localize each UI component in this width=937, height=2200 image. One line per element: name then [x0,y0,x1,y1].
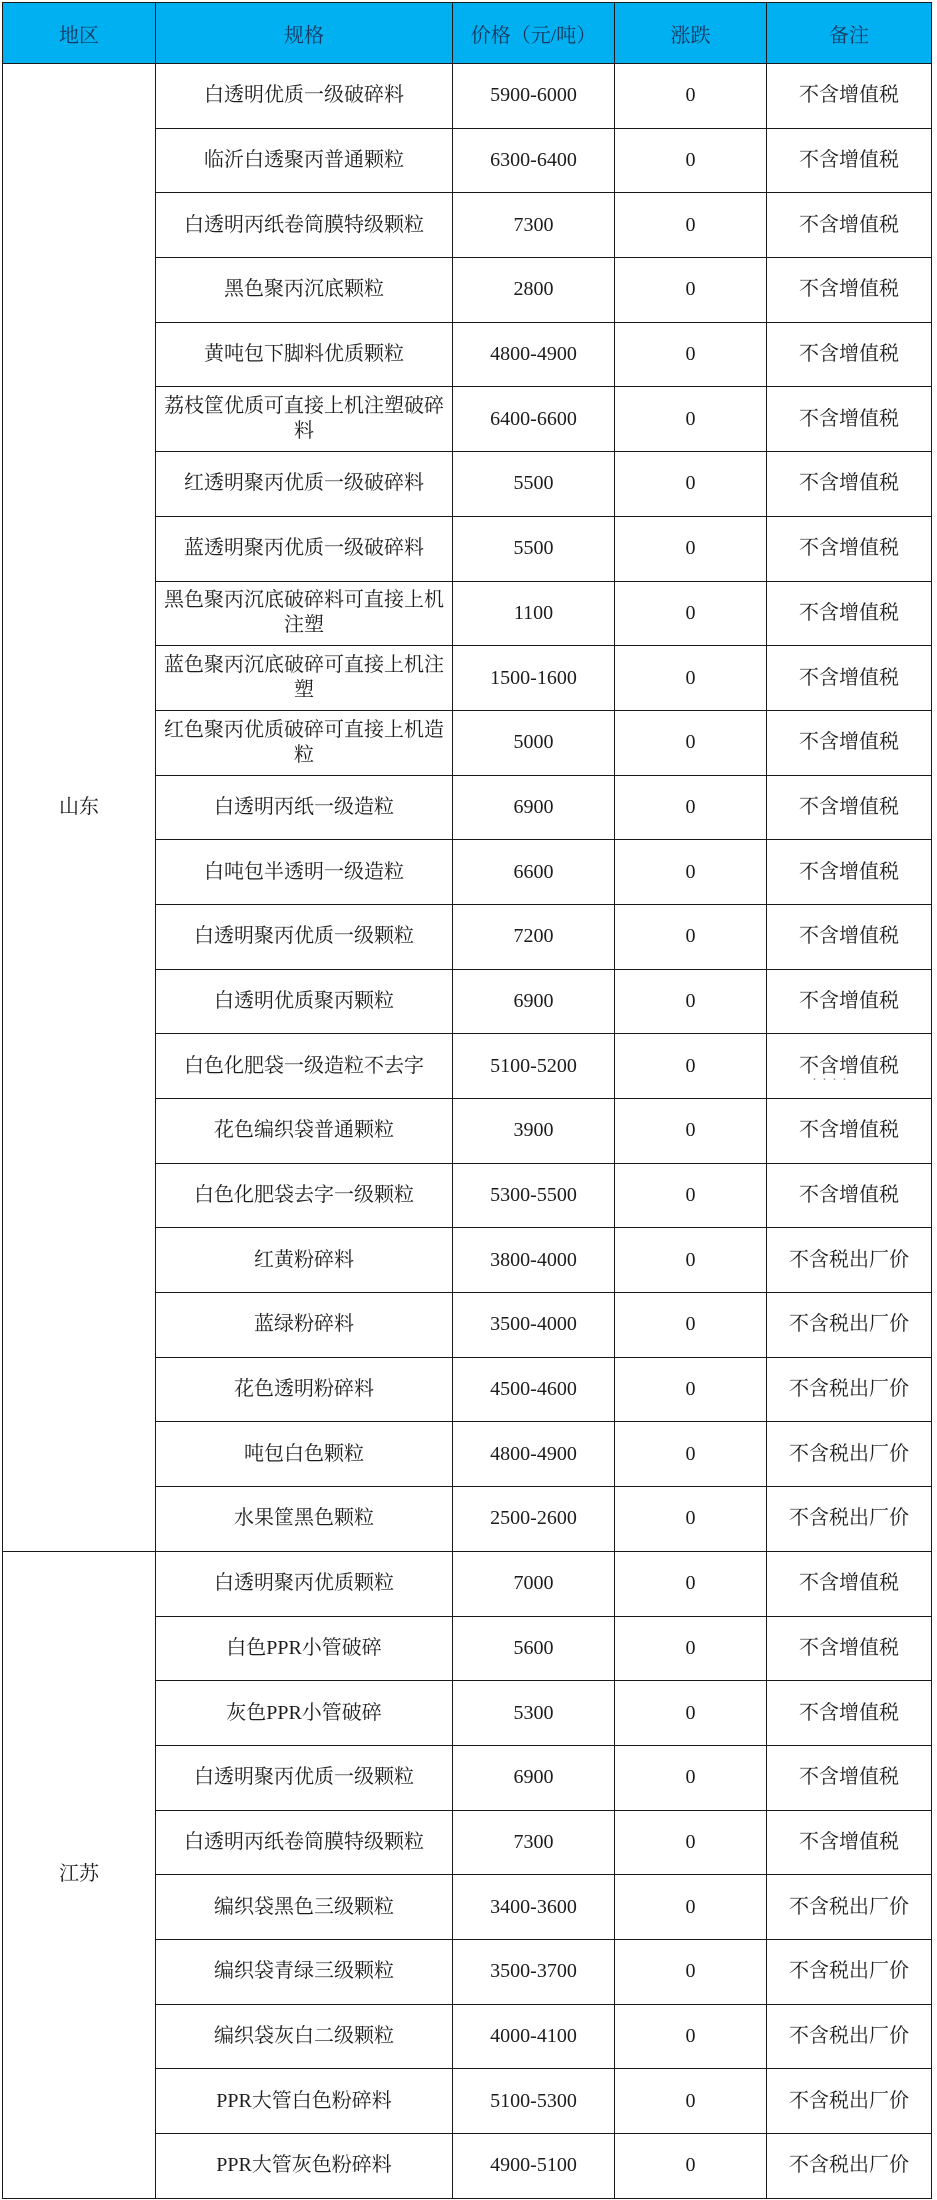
spec-cell: 临沂白透聚丙普通颗粒 [156,128,453,193]
price-cell: 4500-4600 [453,1357,615,1422]
note-cell: 不含税出厂价 [767,1939,932,2004]
change-cell: 0 [615,2004,767,2069]
price-cell: 2800 [453,258,615,323]
change-cell: 0 [615,64,767,129]
note-cell: 不含税出厂价 [767,1487,932,1552]
change-cell: 0 [615,516,767,581]
spec-cell: 白吨包半透明一级造粒 [156,840,453,905]
spec-cell: 蓝绿粉碎料 [156,1293,453,1358]
note-cell: 不含增值税 [767,516,932,581]
spec-cell: 白色化肥袋一级造粒不去字 [156,1034,453,1099]
price-cell: 1100 [453,581,615,646]
price-cell: 3900 [453,1099,615,1164]
note-cell: 不含增值税 [767,775,932,840]
spec-cell: 白透明丙纸一级造粒 [156,775,453,840]
price-cell: 5300-5500 [453,1163,615,1228]
note-cell: 不含税出厂价 [767,2004,932,2069]
change-cell: 0 [615,1551,767,1616]
spec-cell: 白色PPR小管破碎 [156,1616,453,1681]
note-cell: 不含增值税 [767,969,932,1034]
spec-cell: 白透明聚丙优质颗粒 [156,1551,453,1616]
change-cell: 0 [615,2069,767,2134]
price-cell: 1500-1600 [453,646,615,711]
note-cell: 不含增值税 [767,1745,932,1810]
note-cell: 不含税出厂价 [767,1875,932,1940]
price-cell: 5600 [453,1616,615,1681]
change-cell: 0 [615,128,767,193]
table-row [3,1551,932,1616]
change-cell: 0 [615,1616,767,1681]
change-cell: 0 [615,1487,767,1552]
change-cell: 0 [615,1681,767,1746]
note-cell: 不含增值税 [767,1034,932,1099]
spec-cell: 蓝色聚丙沉底破碎可直接上机注塑 [156,646,453,711]
spec-cell: 红色聚丙优质破碎可直接上机造粒 [156,710,453,775]
spec-cell: 蓝透明聚丙优质一级破碎料 [156,516,453,581]
spec-cell: PPR大管灰色粉碎料 [156,2134,453,2199]
price-cell: 6900 [453,775,615,840]
spec-cell: 黑色聚丙沉底破碎料可直接上机注塑 [156,581,453,646]
change-cell: 0 [615,193,767,258]
spec-cell: 荔枝筐优质可直接上机注塑破碎料 [156,387,453,452]
note-cell: 不含税出厂价 [767,1422,932,1487]
price-cell: 6600 [453,840,615,905]
spec-cell: 白透明丙纸卷筒膜特级颗粒 [156,1810,453,1875]
header-row [3,3,932,64]
spec-cell: 白透明丙纸卷筒膜特级颗粒 [156,193,453,258]
watermark-dots: ···· [812,1072,852,1088]
price-cell: 3400-3600 [453,1875,615,1940]
price-cell: 4000-4100 [453,2004,615,2069]
spec-cell: 白透明聚丙优质一级颗粒 [156,1745,453,1810]
column-header-change: 涨跌 [615,3,767,64]
spec-cell: 白透明优质一级破碎料 [156,64,453,129]
spec-cell: 白透明聚丙优质一级颗粒 [156,904,453,969]
spec-cell: 编织袋青绿三级颗粒 [156,1939,453,2004]
change-cell: 0 [615,1875,767,1940]
note-cell: 不含税出厂价 [767,2134,932,2199]
change-cell: 0 [615,1810,767,1875]
price-cell: 6300-6400 [453,128,615,193]
note-cell: 不含增值税 [767,710,932,775]
note-cell: 不含增值税 [767,1616,932,1681]
note-cell: 不含税出厂价 [767,1357,932,1422]
region-cell: 江苏 [3,1551,156,2198]
note-cell: 不含增值税 [767,904,932,969]
change-cell: 0 [615,1228,767,1293]
note-cell: 不含增值税 [767,387,932,452]
change-cell: 0 [615,1163,767,1228]
change-cell: 0 [615,646,767,711]
region-cell: 山东 [3,64,156,1552]
spec-cell: 黑色聚丙沉底颗粒 [156,258,453,323]
column-header-price: 价格（元/吨） [453,3,615,64]
change-cell: 0 [615,1939,767,2004]
note-cell: 不含增值税 [767,1551,932,1616]
change-cell: 0 [615,387,767,452]
change-cell: 0 [615,1293,767,1358]
price-cell: 5300 [453,1681,615,1746]
spec-cell: 黄吨包下脚料优质颗粒 [156,322,453,387]
note-cell: 不含增值税 [767,1681,932,1746]
note-cell: 不含增值税 [767,128,932,193]
spec-cell: 花色编织袋普通颗粒 [156,1099,453,1164]
note-cell: 不含增值税 [767,193,932,258]
note-cell: 不含增值税 [767,1810,932,1875]
price-cell: 6900 [453,1745,615,1810]
spec-cell: 花色透明粉碎料 [156,1357,453,1422]
price-cell: 3500-3700 [453,1939,615,2004]
price-table [2,2,932,2199]
note-cell: 不含增值税 [767,322,932,387]
note-cell: 不含增值税 [767,64,932,129]
price-cell: 7300 [453,1810,615,1875]
price-cell: 3800-4000 [453,1228,615,1293]
note-cell: 不含税出厂价 [767,1293,932,1358]
change-cell: 0 [615,1422,767,1487]
price-cell: 4800-4900 [453,1422,615,1487]
change-cell: 0 [615,258,767,323]
column-header-note: 备注 [767,3,932,64]
price-cell: 6400-6600 [453,387,615,452]
change-cell: 0 [615,452,767,517]
spec-cell: 白透明优质聚丙颗粒 [156,969,453,1034]
note-cell: 不含增值税 [767,1163,932,1228]
change-cell: 0 [615,710,767,775]
price-cell: 3500-4000 [453,1293,615,1358]
spec-cell: 灰色PPR小管破碎 [156,1681,453,1746]
price-cell: 4900-5100 [453,2134,615,2199]
spec-cell: 红黄粉碎料 [156,1228,453,1293]
change-cell: 0 [615,969,767,1034]
spec-cell: 白色化肥袋去字一级颗粒 [156,1163,453,1228]
note-cell: 不含增值税 [767,1099,932,1164]
note-cell: 不含增值税 [767,258,932,323]
spec-cell: PPR大管白色粉碎料 [156,2069,453,2134]
note-cell: 不含税出厂价 [767,2069,932,2134]
change-cell: 0 [615,775,767,840]
price-cell: 5500 [453,516,615,581]
change-cell: 0 [615,1357,767,1422]
change-cell: 0 [615,581,767,646]
change-cell: 0 [615,840,767,905]
price-cell: 5000 [453,710,615,775]
price-cell: 7000 [453,1551,615,1616]
spec-cell: 水果筐黑色颗粒 [156,1487,453,1552]
price-cell: 4800-4900 [453,322,615,387]
change-cell: 0 [615,322,767,387]
spec-cell: 红透明聚丙优质一级破碎料 [156,452,453,517]
spec-cell: 编织袋灰白二级颗粒 [156,2004,453,2069]
price-cell: 6900 [453,969,615,1034]
note-cell: 不含增值税 [767,646,932,711]
change-cell: 0 [615,904,767,969]
table-body [3,64,932,2199]
price-cell: 5100-5300 [453,2069,615,2134]
change-cell: 0 [615,1745,767,1810]
column-header-spec: 规格 [156,3,453,64]
note-cell: 不含增值税 [767,840,932,905]
note-cell: 不含增值税 [767,452,932,517]
note-cell: 不含税出厂价 [767,1228,932,1293]
change-cell: 0 [615,1099,767,1164]
spec-cell: 吨包白色颗粒 [156,1422,453,1487]
price-cell: 7200 [453,904,615,969]
price-cell: 2500-2600 [453,1487,615,1552]
note-cell: 不含增值税 [767,581,932,646]
price-cell: 7300 [453,193,615,258]
price-cell: 5900-6000 [453,64,615,129]
column-header-region: 地区 [3,3,156,64]
table-row [3,64,932,129]
change-cell: 0 [615,1034,767,1099]
spec-cell: 编织袋黑色三级颗粒 [156,1875,453,1940]
change-cell: 0 [615,2134,767,2199]
price-cell: 5500 [453,452,615,517]
price-cell: 5100-5200 [453,1034,615,1099]
